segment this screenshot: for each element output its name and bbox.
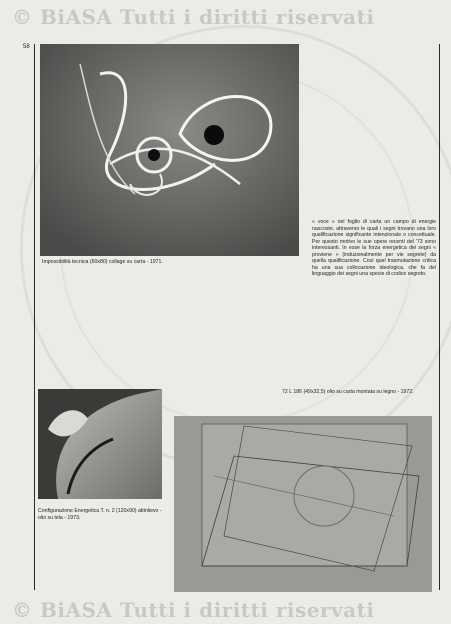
artwork-photo-collage — [40, 44, 299, 256]
caption-oil-on-paper: 72 L 186 (49x32,5) olio su carta montata su legno - 1972. — [282, 389, 414, 395]
artwork-photo-relief — [38, 389, 162, 499]
artwork-photo-geometric — [174, 416, 432, 592]
watermark-bottom: © BiASA Tutti i diritti riservati — [12, 598, 375, 622]
right-rule — [439, 44, 440, 590]
left-rule — [34, 44, 35, 590]
watermark-top: © BiASA Tutti i diritti riservati — [12, 5, 375, 29]
page-number: 58 — [23, 44, 30, 50]
caption-relief: Configurazione Energetica T. n. 2 (120x90) attinlievo - olio su tela - 1973. — [38, 508, 162, 521]
article-body-text: « voce » nel foglio di carta un campo di energie nascoste, attraverso le quali i segni trovano una loro qualificazione significante intenzionale o concettuale. Per questo motivo le sue opere recenti del '73 sono interessanti. In esse la forza energetica dei segni « proviene » (induzionalmente per vie segrete) da quella qualificazione. Così quel trasmutazione critica ha una sua collocazione ideologica, che fa del linguaggio dei segni una specie di codice segreto. — [312, 219, 436, 278]
caption-collage: Impossibilità tecnica (60x80) collage su carta - 1971. — [42, 259, 163, 265]
